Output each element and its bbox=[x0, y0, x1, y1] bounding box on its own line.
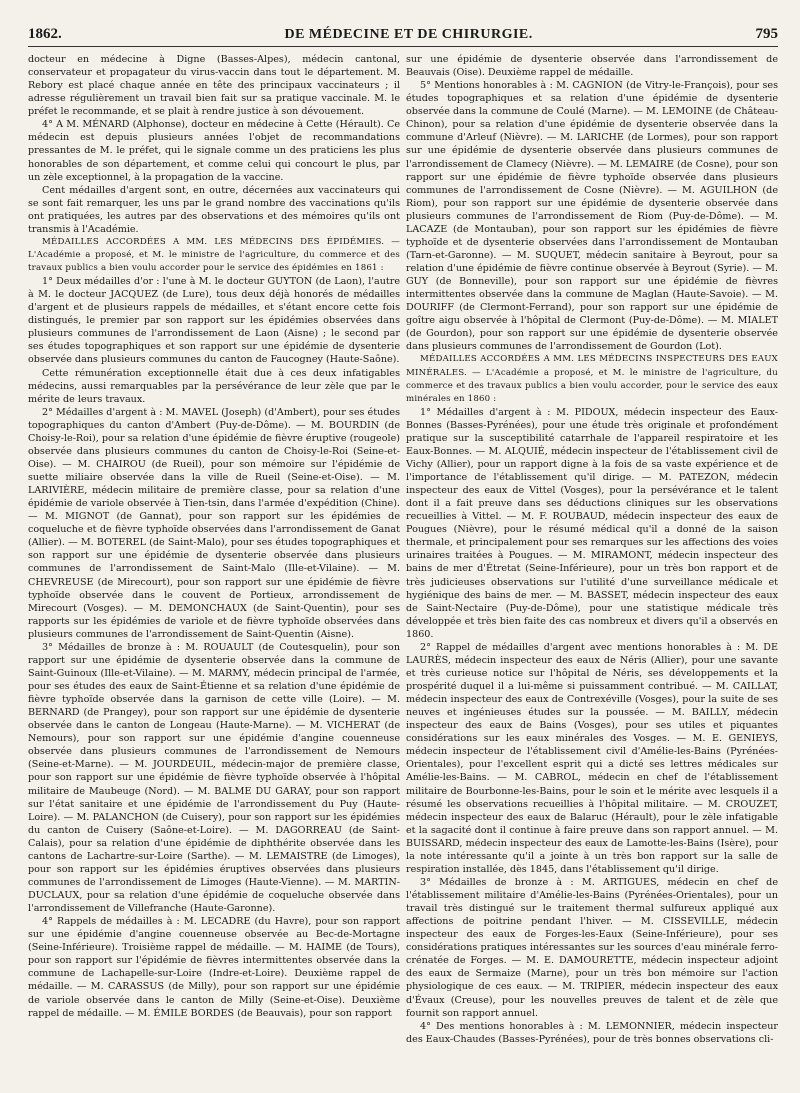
section-heading-paragraph: MÉDAILLES ACCORDÉES A MM. LES MÉDECINS DES ÉPIDÉMIES. — L'Académie a proposé, et M. le ministre de l'agriculture, du commerce et des travaux publics a bien voulu accorder pour le service des épidémies en 1861 : bbox=[28, 236, 400, 273]
section-heading-paragraph: MÉDAILLES ACCORDÉES A MM. LES MÉDECINS INSPECTEURS DES EAUX MINÉRALES. — L'Académie a proposé, et M. le ministre de l'agriculture, du commerce et des travaux publics a bien voulu accorder, pour le service des eaux minérales en 1860 : bbox=[406, 354, 778, 404]
paragraph: 3° Médailles de bronze à : M. ROUAULT (de Coutesquelin), pour son rapport sur une épidémie de dysenterie observée dans la commune de Saint-Guinoux (Ille-et-Vilaine). — M. MARMY, médecin principal de l'armée, pour ses études des eaux de Saint-Étienne et sa relation d'une épidémie de fièvre typhoïde observée dans la garnison de cette ville (Loire). — M. BERNARD (de Prangey), pour son rapport sur une épidémie de dysenterie observée dans le canton de Longeau (Haute-Marne). — M. VICHERAT (de Nemours), pour son rapport sur une épidémie d'angine couenneuse observée dans plusieurs communes de l'arrondissement de Nemours (Seine-et-Marne). — M. JOURDEUIL, médecin-major de première classe, pour son rapport sur une épidémie de fièvre typhoïde observée à l'hôpital militaire de Maubeuge (Nord). — M. BALME DU GARAY, pour son rapport sur l'état sanitaire et une épidémie de l'arrondissement du Puy (Haute-Loire). — M. PALANCHON (de Cuisery), pour son rapport sur les épidémies du canton de Cuisery (Saône-et-Loire). — M. DAGORREAU (de Saint-Calais), pour sa relation d'une épidémie de diphthérite observée dans les cantons de Lachartre-sur-Loire (Sarthe). — M. LEMAISTRE (de Limoges), pour son rapport sur les épidémies éruptives observées dans plusieurs communes de l'arrondissement de Limoges (Haute-Vienne). — M. MARTIN-DUCLAUX, pour sa relation d'une épidémie de coqueluche observée dans l'arrondissement de Villefranche (Haute-Garonne). bbox=[28, 641, 400, 915]
paragraph: 5° Mentions honorables à : M. CAGNION (de Vitry-le-François), pour ses études topographiques et sa relation d'une épidémie de dysenterie observée dans la commune de Coulé (Marne). — M. LEMOINE (de Château-Chinon), pour sa relation d'une épidémie de dysenterie observée dans la commune d'Arleuf (Nièvre). — M. LARICHE (de Lormes), pour son rapport sur une épidémie de dysenterie observée dans plusieurs communes de l'arrondissement de Clamecy (Nièvre). — M. LEMAIRE (de Cosne), pour son rapport sur une épidémie de fièvre typhoïde observée dans plusieurs communes de l'arrondissement de Cosne (Nièvre). — M. AGUILHON (de Riom), pour son rapport sur une épidémie de dysenterie observée dans plusieurs communes de l'arrondissement de Riom (Puy-de-Dôme). — M. LACAZE (de Montauban), pour son rapport sur les épidémies de fièvre typhoïde et de dysenterie observées dans l'arrondissement de Montauban (Tarn-et-Garonne). — M. SUQUET, médecin sanitaire à Beyrout, pour sa relation d'une épidémie de fièvre continue observée à Beyrout (Syrie). — M. GUY (de Bonneville), pour son rapport sur une épidémie de fièvres intermittentes observée dans la commune de Maglan (Haute-Savoie). — M. DOURIFF (de Clermont-Ferrand), pour son rapport sur une épidémie de goître aigu observée à l'hôpital de Clermont (Puy-de-Dôme). — M. MIALET (de Gourdon), pour son rapport sur une épidémie de dysenterie observée dans plusieurs communes de l'arrondissement de Gourdon (Lot). bbox=[406, 80, 778, 353]
paragraph: Cette rémunération exceptionnelle était due à ces deux infatigables médecins, aussi remarquables par la persévérance de leur zèle que par le mérite de leurs travaux. bbox=[28, 367, 400, 405]
two-column-body bbox=[28, 53, 778, 1093]
page-year: 1862. bbox=[28, 26, 62, 42]
page-number: 795 bbox=[755, 26, 778, 42]
paragraph-continuation: sur une épidémie de dysenterie observée dans l'arrondissement de Beauvais (Oise). Deuxième rappel de médaille. bbox=[406, 54, 778, 79]
paragraph: 4° Rappels de médailles à : M. LECADRE (du Havre), pour son rapport sur une épidémie d'angine couenneuse observée au Bec-de-Mortagne (Seine-Inférieure). Troisième rappel de médaille. — M. HAIME (de Tours), pour son rapport sur l'épidémie de fièvres intermittentes observée dans la commune de Lachapelle-sur-Loire (Indre-et-Loire). Deuxième rappel de médaille. — M. CARASSUS (de Milly), pour son rapport sur une épidémie de variole observée dans le canton de Milly (Seine-et-Oise). Deuxième rappel de médaille. — M. ÉMILE BORDES (de Beauvais), pour son rapport bbox=[28, 916, 400, 1019]
paragraph: 1° Médailles d'argent à : M. PIDOUX, médecin inspecteur des Eaux-Bonnes (Basses-Pyrénées), pour une étude très originale et profondément pratique sur la susceptibilité catarrhale de l'appareil respiratoire et les Eaux-Bonnes. — M. ALQUIÉ, médecin inspecteur de l'établissement civil de Vichy (Allier), pour un rapport digne à la fois de sa vaste expérience et de l'importance de l'établissement qu'il dirige. — M. PATEZON, médecin inspecteur des eaux de Vittel (Vosges), pour la persévérance et le talent dont il a fait preuve dans ses déductions cliniques sur les observations recueillies à Vittel. — M. F. ROUBAUD, médecin inspecteur des eaux de Pougues (Nièvre), pour le résumé médical qu'il a donné de la saison thermale, et principalement pour ses remarques sur les affections des voies urinaires traitées à Pougues. — M. MIRAMONT, médecin inspecteur des bains de mer d'Étretat (Seine-Inférieure), pour un très bon rapport et de très judicieuses observations sur l'utilité d'une surveillance médicale et hygiénique des bains de mer. — M. BASSET, médecin inspecteur des eaux de Saint-Nectaire (Puy-de-Dôme), pour une statistique médicale très développée et très bien faite des cas nombreux et divers qu'il a observés en 1860. bbox=[406, 406, 778, 640]
paragraph: 1° Deux médailles d'or : l'une à M. le docteur GUYTON (de Laon), l'autre à M. le docteur JACQUEZ (de Lure), tous deux déjà honorés de médailles d'argent et de plusieurs rappels de médailles, et s'étant encore cette fois distingués, le premier par son rapport sur les épidémies observées dans plusieurs communes de l'arrondissement de Laon (Aisne) ; le second par ses études topographiques et son rapport sur une épidémie de dysenterie observée dans plusieurs communes du canton de Faucogney (Haute-Saône). bbox=[28, 276, 400, 366]
paragraph: 4° A M. MÉNARD (Alphonse), docteur en médecine à Cette (Hérault). Ce médecin est depuis plusieurs années l'objet de recommandations pressantes de M. le préfet, qui le signale comme un des praticiens les plus honorables de son département, et comme celui qui concourt le plus, par un zèle exceptionnel, à la propagation de la vaccine. bbox=[28, 119, 400, 183]
page-header bbox=[28, 26, 778, 47]
paragraph: 2° Rappel de médailles d'argent avec mentions honorables à : M. DE LAURÈS, médecin inspecteur des eaux de Néris (Allier), pour une savante et très curieuse notice sur l'hôpital de Néris, ses développements et la prospérité duquel il a lui-même si puissamment contribué. — M. CAILLAT, médecin inspecteur des eaux de Contrexéville (Vosges), pour la suite de ses neuves et ingénieuses études sur la poussée. — M. BAILLY, médecin inspecteur des eaux de Bains (Vosges), pour ses utiles et piquantes considérations sur les eaux minérales des Vosges. — M. E. GENIEYS, médecin inspecteur de l'établissement civil d'Amélie-les-Bains (Pyrénées-Orientales), pour l'excellent esprit qui a dicté ses lettres médicales sur Amélie-les-Bains. — M. CABROL, médecin en chef de l'établissement militaire de Bourbonne-les-Bains, pour le soin et le mérite avec lesquels il a résumé les observations recueillies à l'hôpital militaire. — M. CROUZET, médecin inspecteur des eaux de Balaruc (Hérault), pour le zèle infatigable et la sagacité dont il continue à faire preuve dans son rapport annuel. — M. BUISSARD, médecin inspecteur des eaux de Lamotte-les-Bains (Isère), pour la note intéressante qu'il a jointe à un très bon rapport sur la salle de respiration installée, dès 1845, dans l'établissement qu'il dirige. bbox=[406, 641, 778, 875]
paragraph: 3° Médailles de bronze à : M. ARTIGUES, médecin en chef de l'établissement militaire d'Amélie-les-Bains (Pyrénées-Orientales), pour un travail très distingué sur le traitement thermal sulfureux appliqué aux affections de poitrine pendant l'hiver. — M. CISSEVILLE, médecin inspecteur des eaux de Forges-les-Eaux (Seine-Inférieure), pour ses considérations pratiques intéressantes sur les sources d'eau minérale ferro-crénatée de Forges. — M. E. DAMOURETTE, médecin inspecteur adjoint des eaux de Sermaize (Marne), pour un très bon mémoire sur l'action physiologique de ces eaux. — M. TRIPIER, médecin inspecteur des eaux d'Évaux (Creuse), pour les nouvelles preuves de talent et de zèle que fournit son rapport annuel. bbox=[406, 876, 778, 1019]
paragraph: 4° Des mentions honorables à : M. LEMONNIER, médecin inspecteur des Eaux-Chaudes (Basses-Pyrénées), pour de très bonnes observations cli- bbox=[406, 1020, 778, 1045]
left-column bbox=[28, 53, 400, 1093]
paragraph: Cent médailles d'argent sont, en outre, décernées aux vaccinateurs qui se sont fait remarquer, les uns par le grand nombre des vaccinations qu'ils ont pratiquées, les autres par des observations et des mémoires qu'ils ont transmis à l'Académie. bbox=[28, 184, 400, 235]
paragraph: 2° Médailles d'argent à : M. MAVEL (Joseph) (d'Ambert), pour ses études topographiques du canton d'Ambert (Puy-de-Dôme). — M. BOURDIN (de Choisy-le-Roi), pour sa relation d'une épidémie de fièvre éruptive (rougeole) observée dans plusieurs communes du canton de Choisy-le-Roi (Seine-et-Oise). — M. CHAIROU (de Rueil), pour son mémoire sur l'épidémie de suette miliaire observée dans la ville de Rueil (Seine-et-Oise). — M. LARIVIÈRE, médecin militaire de première classe, pour sa relation d'une épidémie de variole observée à Tien-tsin, dans l'armée d'expédition (Chine). — M. MIGNOT (de Gannat), pour son rapport sur les épidémies de coqueluche et de fièvre typhoïde observées dans l'arrondissement de Ganat (Allier). — M. BOTEREL (de Saint-Malo), pour ses études topographiques et son rapport sur une épidémie de dysenterie observée dans plusieurs communes de l'arrondissement de Saint-Malo (Ille-et-Vilaine). — M. CHEVREUSE (de Mirecourt), pour son rapport sur une épidémie de fièvre typhoïde observée dans le couvent de Portieux, arrondissement de Mirecourt (Vosges). — M. DEMONCHAUX (de Saint-Quentin), pour ses rapports sur les épidémies de variole et de fièvre typhoïde observées dans plusieurs communes de l'arrondissement de Saint-Quentin (Aisne). bbox=[28, 406, 400, 640]
paragraph-continuation: docteur en médecine à Digne (Basses-Alpes), médecin cantonal, conservateur et propagateur du virus-vaccin dans tout le département. M. Rebory est placé chaque année en tête des principaux vaccinateurs ; il adresse régulièrement un travail bien fait sur sa pratique vaccinale. M. le préfet le recommande, et se plait à rendre justice à son dévouement. bbox=[28, 54, 400, 118]
running-title: DE MÉDECINE ET DE CHIRURGIE. bbox=[284, 27, 533, 42]
right-column bbox=[406, 53, 778, 1093]
